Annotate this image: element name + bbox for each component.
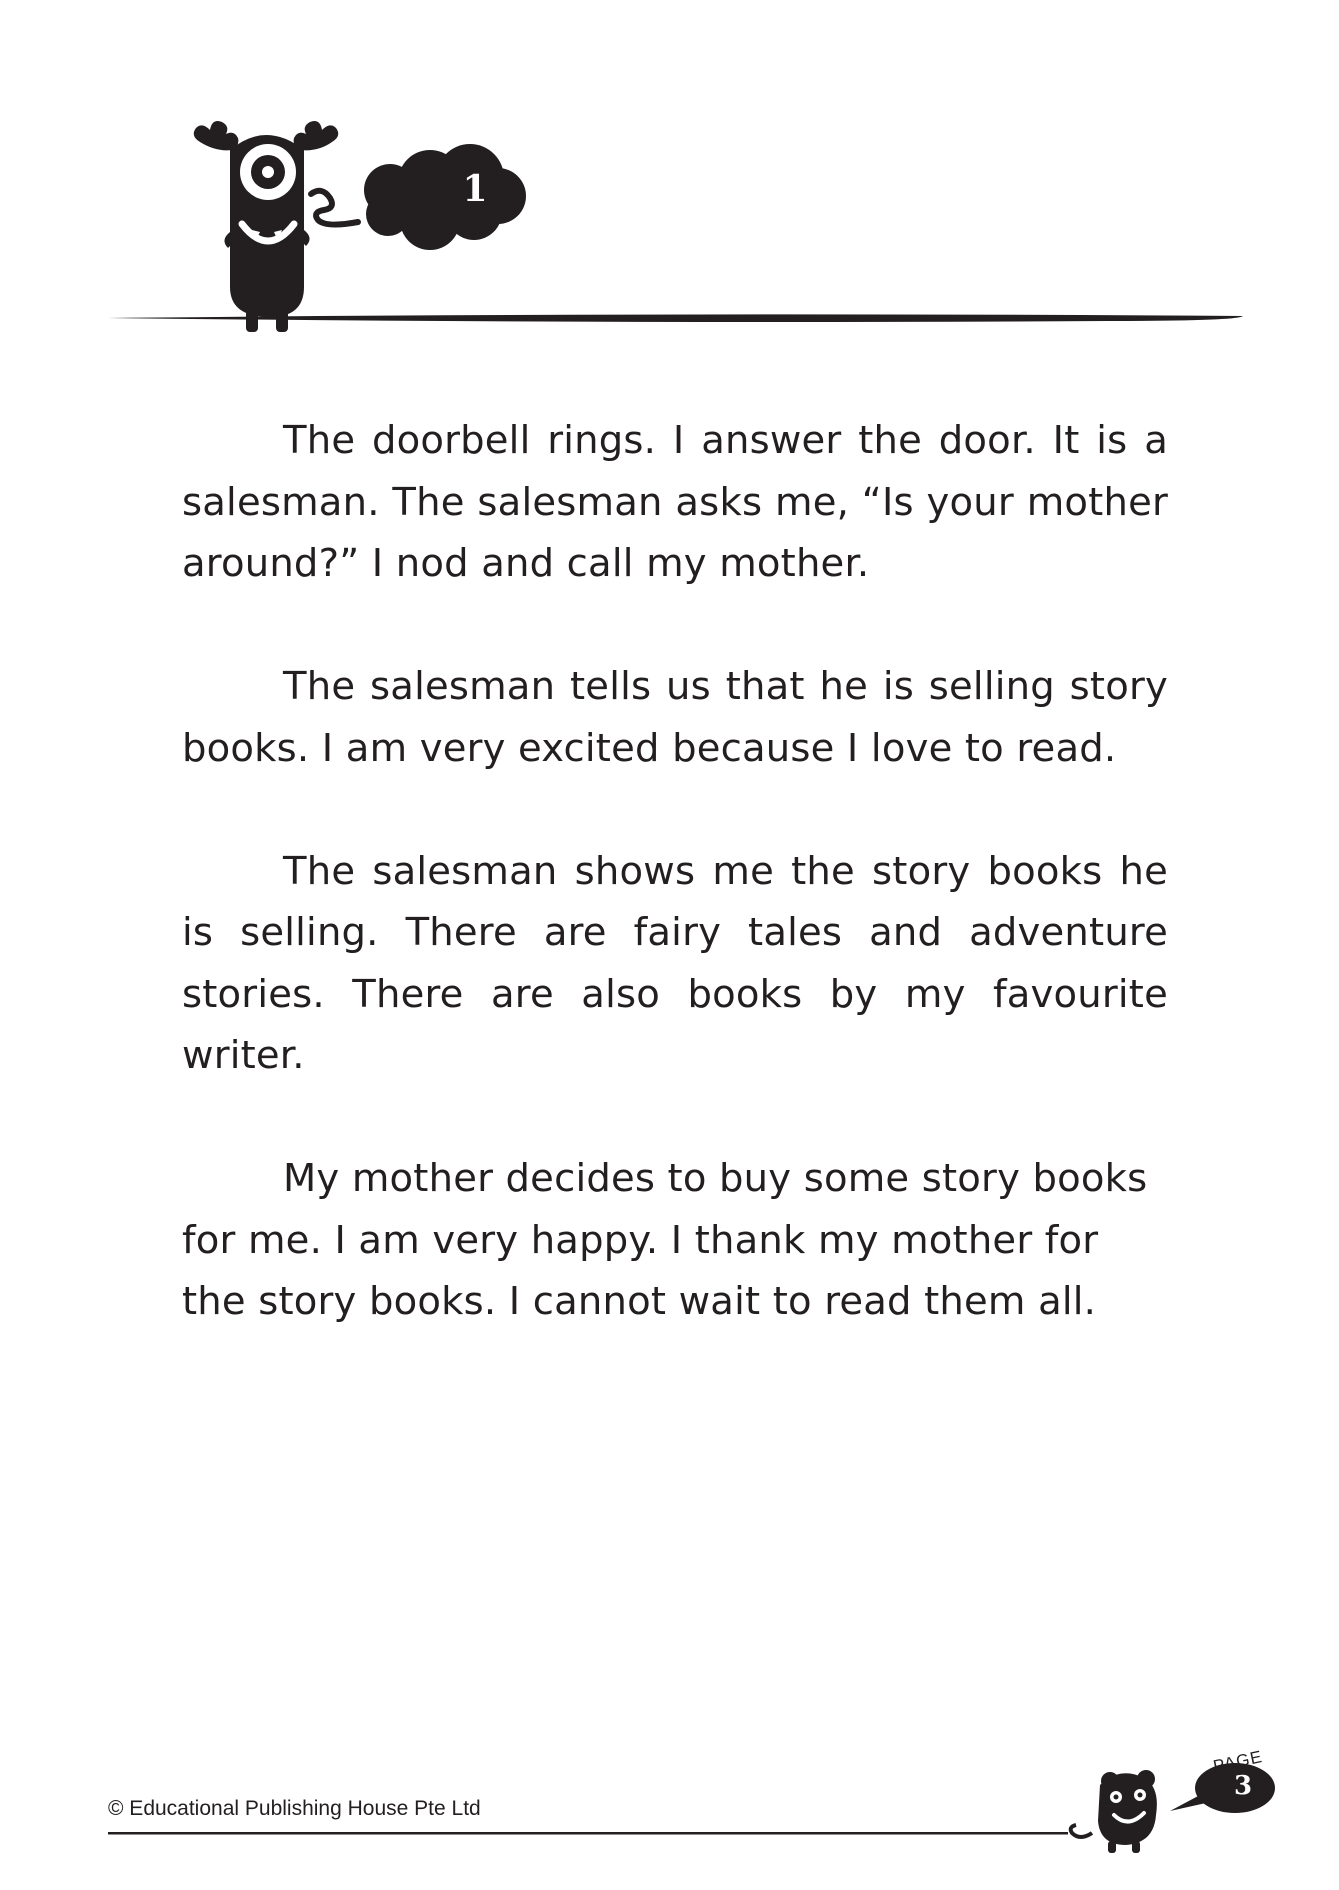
footer-divider bbox=[108, 1830, 1068, 1836]
copyright-notice: © Educational Publishing House Pte Ltd bbox=[108, 1797, 481, 1820]
page-label: PAGE bbox=[1211, 1747, 1265, 1776]
speech-cloud-icon bbox=[364, 144, 526, 250]
story-text bbox=[182, 410, 1168, 1394]
chapter-number: 1 bbox=[462, 168, 488, 210]
page-number: 3 bbox=[1233, 1771, 1253, 1801]
story-paragraph-3: The salesman shows me the story books he is selling. There are fairy tales and adventure stories. There are also books by my favourite writer. bbox=[182, 848, 1168, 1078]
story-paragraph-4: My mother decides to buy some story books for me. I am very happy. I thank my mother for the story books. I cannot wait to read them all. bbox=[182, 1156, 1148, 1324]
story-paragraph-2: The salesman tells us that he is selling story books. I am very excited because I love to read. bbox=[182, 664, 1168, 771]
story-paragraph-1: The doorbell rings. I answer the door. It is a salesman. The salesman asks me, “Is your mother around?” I nod and call my mother. bbox=[182, 418, 1168, 586]
header-divider bbox=[108, 310, 1243, 326]
chapter-header-illustration bbox=[190, 112, 570, 332]
